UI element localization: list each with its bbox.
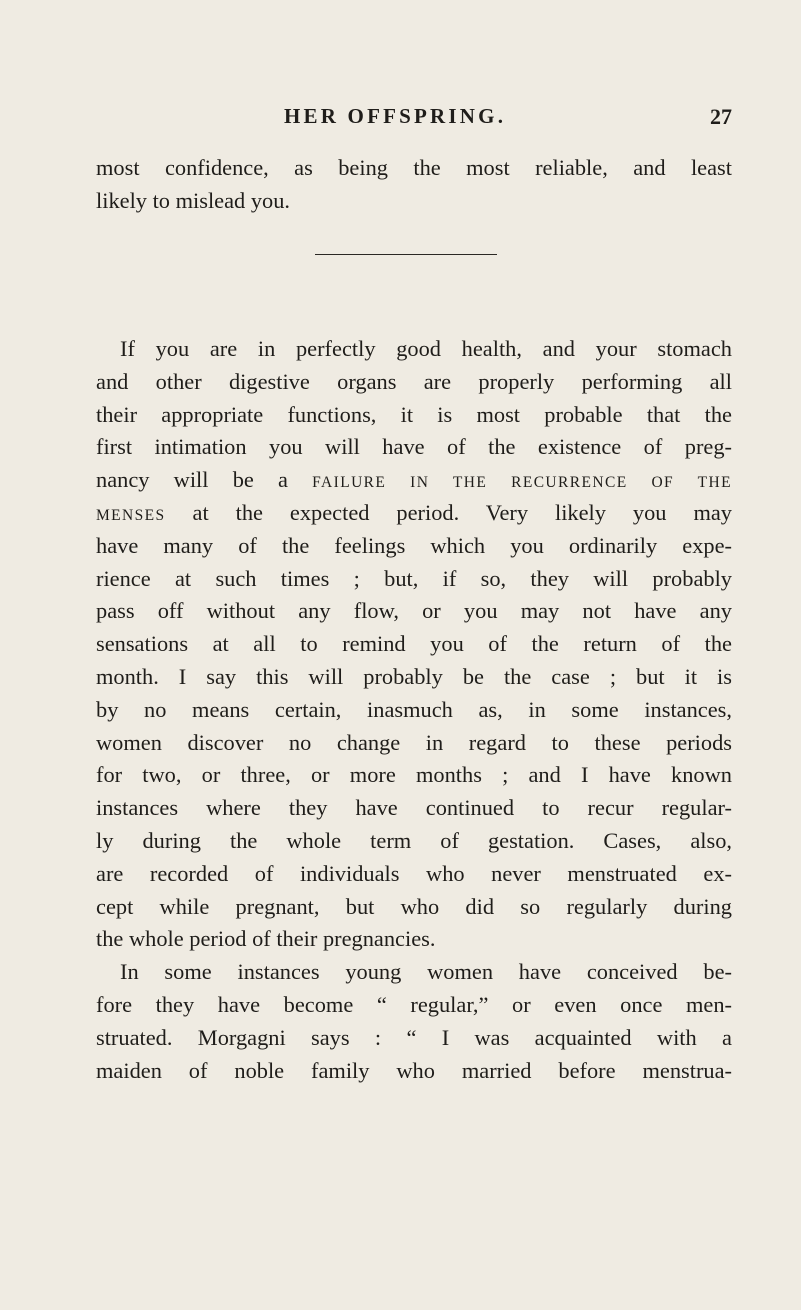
text-line: for two, or three, or more months ; and I have known (96, 762, 732, 788)
text-line: likely to mislead you. (96, 187, 291, 213)
small-caps-phrase: MENSES (96, 506, 166, 524)
text-line: sensations at all to remind you of the return of the (96, 631, 732, 657)
text-line: women discover no change in regard to these periods (96, 729, 732, 755)
text-line: cept while pregnant, but who did so regularly during (96, 893, 732, 919)
continuation-paragraph (96, 152, 732, 218)
text-line: ly during the whole term of gestation. Cases, also, (96, 827, 732, 853)
text-line: instances where they have continued to recur regular- (96, 795, 732, 821)
text-line: pass off without any flow, or you may not have any (96, 598, 732, 624)
text-line-mixed (96, 497, 732, 530)
text-line: fore they have become “ regular,” or even once men- (96, 991, 732, 1017)
text-line: In some instances young women have conceived be- (120, 959, 732, 985)
text-line: struated. Morgagni says : “ I was acquainted with a (96, 1024, 732, 1050)
small-caps-phrase: FAILURE IN THE RECURRENCE OF THE (312, 474, 732, 492)
text-line: are recorded of individuals who never menstruated ex- (96, 860, 732, 886)
text-line: first intimation you will have of the existence of preg- (96, 434, 732, 460)
main-body (96, 333, 732, 1087)
running-head (96, 104, 732, 138)
text-line: If you are in perfectly good health, and your stomach (120, 336, 732, 361)
text-line: by no means certain, inasmuch as, in some instances, (96, 696, 732, 722)
text-line: and other digestive organs are properly performing all (96, 368, 732, 394)
text-run: nancy will be a (96, 467, 288, 493)
text-line: month. I say this will probably be the case ; but it is (96, 663, 732, 689)
text-run: at the expected period. Very likely you may (192, 499, 732, 525)
text-line: the whole period of their pregnancies. (96, 926, 436, 952)
running-title: HER OFFSPRING. (284, 104, 507, 128)
text-line: their appropriate functions, it is most probable that the (96, 401, 732, 427)
section-divider (315, 254, 497, 255)
text-line: rience at such times ; but, if so, they will probably (96, 565, 732, 591)
text-line: maiden of noble family who married before menstrua- (96, 1057, 732, 1083)
text-line-mixed (96, 464, 732, 497)
text-line: have many of the feelings which you ordinarily expe- (96, 532, 732, 558)
page-number: 27 (710, 104, 732, 129)
text-line: most confidence, as being the most reliable, and least (96, 155, 732, 180)
